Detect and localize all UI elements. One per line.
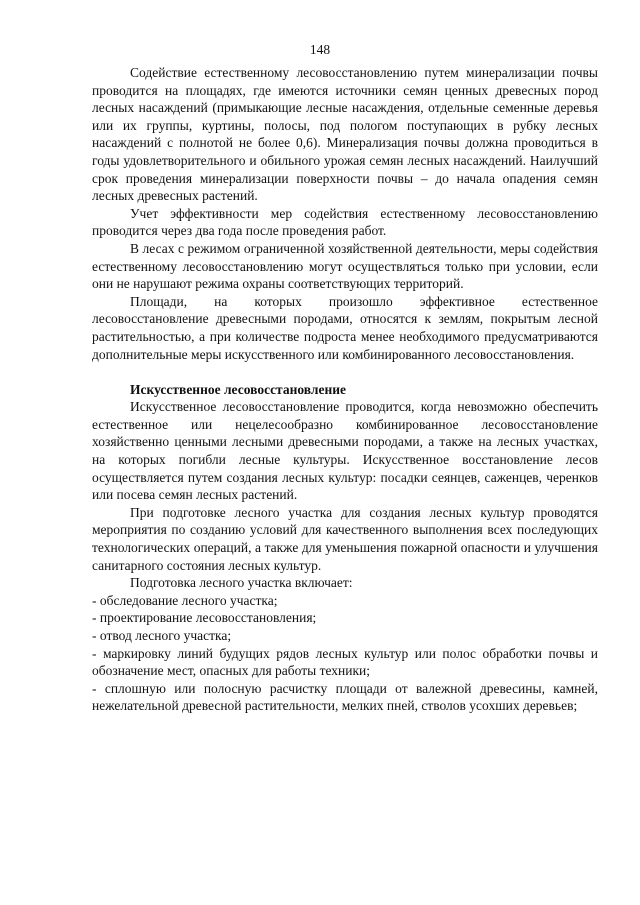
paragraph: В лесах с режимом ограниченной хозяйственной деятельности, меры содействия естественному лесовосстановлению могут осуществляться только при условии, если они не нарушают режима охраны соответствующих территорий. <box>92 240 598 292</box>
list-item: - обследование лесного участка; <box>92 592 278 608</box>
paragraph: Подготовка лесного участка включает: <box>130 575 353 591</box>
paragraph: Учет эффективности мер содействия естественному лесовосстановлению проводится через два года после проведения работ. <box>92 205 598 239</box>
list-item: - сплошную или полосную расчистку площади от валежной древесины, камней, нежелательной древесной растительности, мелких пней, стволов усохших деревьев; <box>92 680 598 714</box>
list-item: - маркировку линий будущих рядов лесных культур или полос обработки почвы и обозначение мест, опасных для работы техники; <box>92 645 598 679</box>
paragraph: При подготовке лесного участка для создания лесных культур проводятся мероприятия по созданию условий для качественного выполнения всех последующих технологических операций, а также для уменьшения пожарной опасности и улучшения санитарного состояния лесных культур. <box>92 504 598 573</box>
paragraph: Содействие естественному лесовосстановлению путем минерализации почвы проводится на площадях, где имеются источники семян ценных древесных пород лесных насаждений (примыкающие лесные насаждения, отдельные семенные деревья или их группы, куртины, полосы, под пологом поступающих в рубку лесных насаждений с полнотой не более 0,6). Минерализация почвы должна проводиться в годы удовлетворительного и обильного урожая семян лесных насаждений. Наилучший срок проведения минерализации поверхности почвы – до начала опадения семян лесных древесных растений. <box>92 65 598 204</box>
paragraph: Площади, на которых произошло эффективное естественное лесовосстановление древесными породами, относятся к землям, покрытым лесной растительностью, а при количестве подроста менее необходимого предусматриваются дополнительные меры искусственного или комбинированного лесовосстановления. <box>92 293 598 362</box>
page-number: 148 <box>309 42 331 57</box>
paragraph: Искусственное лесовосстановление проводится, когда невозможно обеспечить естественное или нецелесообразно комбинированное лесовосстановление хозяйственно ценными лесными древесными породами, а также на лесных участках, на которых погибли лесные культуры. Искусственное восстановление лесов осуществляется путем создания лесных культур: посадки сеянцев, саженцев, черенков или посева семян лесных растений. <box>92 399 598 503</box>
list-item: - проектирование лесовосстановления; <box>92 610 317 626</box>
document-body <box>92 64 598 715</box>
list-item: - отвод лесного участка; <box>92 628 232 643</box>
section-heading: Искусственное лесовосстановление <box>130 381 347 397</box>
